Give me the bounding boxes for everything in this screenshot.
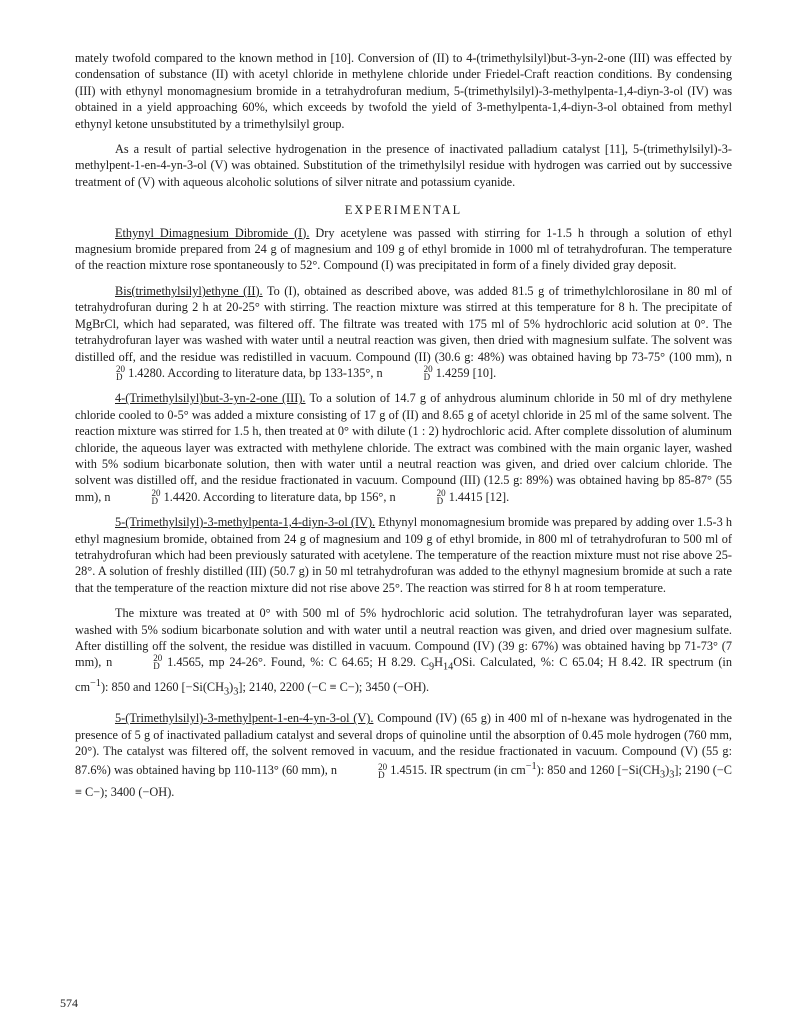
page-body <box>75 50 732 801</box>
paragraph-hydrogenation: As a result of partial selective hydrogenation in the presence of inactivated palladium catalyst [11], 5-(trimethylsilyl)-3-methylpent-1-en-4-yn-3-ol (V) was obtained. Substitution of the trimethylsilyl residue with hydrogen was carried out by successive treatment of (V) with aqueous alcoholic solutions of silver nitrate and potassium cyanide. <box>75 142 732 189</box>
compound-v-title: 5-(Trimethylsilyl)-3-methylpent-1-en-4-yn-3-ol (V). <box>115 711 374 726</box>
paragraph-compound-iv <box>75 514 732 596</box>
refractive-index-symbol: 20 D <box>423 363 433 382</box>
compound-ii-text-b: 1.4280. According to literature data, bp 133-135°, n <box>125 365 383 380</box>
paragraph-intro: mately twofold compared to the known method in [10]. Conversion of (II) to 4-(trimethylsilyl)but-3-yn-2-one (III) was effected by condensation of substance (II) with acetyl chloride in methylene chloride under Friedel-Craft reaction conditions. By condensing (III) with ethynyl monomagnesium bromide in a tetrahydrofuran medium, 5-(trimethylsilyl)-3-methylpenta-1,4-diyn-3-ol (IV) was obtained in a yield approaching 60%, which exceeds by twofold the yield of 3-methylpenta-1,4-diyn-3-ol obtained from methyl ethynyl ketone unsubstituted by a trimethylsilyl group. <box>75 51 732 131</box>
compound-iv-title: 5-(Trimethylsilyl)-3-methylpenta-1,4-diyn-3-ol (IV). <box>115 515 376 530</box>
paragraph-compound-v: 5-(Trimethylsilyl)-3-methylpent-1-en-4-yn-3-ol (V). Compound (IV) (65 g) in 400 ml of n-hexane was hydrogenated in the presence of 5 g of inactivated palladium catalyst and several drops of quinoline until the absorption of 0.45 mole hydrogen (760 mm, 20°). The catalyst was filtered off, the solvent removed in vacuum, and the residue fractionated in vacuum. Compound (V) (55 g: 87.6%) was obtained having bp 110-113° (60 mm), n 20 D 1.4515. IR spectrum (in $cm^{-1}$): 850 and 1260 $[-Si(CH_3)_3]$; 2190 (−C ≡ C−); 3400 (−OH). <box>75 711 732 800</box>
compound-iii-text-c: 1.4415 [12]. <box>445 489 510 504</box>
paragraph-compound-iii <box>75 390 732 505</box>
refractive-index-symbol: 20 D <box>151 487 161 506</box>
refractive-index-symbol: 20 D <box>153 653 163 672</box>
compound-iii-text-a: To a solution of 14.7 g of anhydrous aluminum chloride in 50 ml of dry methylene chloride cooled to 0-5° was added a mixture consisting of 17 g of (II) and 8.65 g of acetyl chloride in 25 ml of the same solvent. The reaction mixture was stirred for 1.5 h, then treated at 0° with dilute (1 : 2) hydrochloric acid. After complete dissolution of aluminum chloride, the aqueous layer was extracted with methylene chloride. The extract was combined with the main organic layer, washed with 5% sodium bicarbonate solution, then with water until a neutral reaction was given, and dried over calcium chloride. The solvent was distilled off, and the residue fractionated in vacuum. Compound (III) (12.5 g: 89%) was obtained having bp 85-87° (55 mm), n <box>75 391 732 504</box>
compound-iv-text: Ethynyl monomagnesium bromide was prepared by adding over 1.5-3 h ethyl magnesium bromide, obtained from 24 g of magnesium and 109 g of ethyl bromide, in 800 ml of tetrahydrofuran to 500 ml of tetrahydrofuran which had been previously saturated with acetylene. The temperature of the reaction mixture must not rise above 25-28°. A solution of freshly distilled (III) (50.7 g) in 50 ml tetrahydrofuran was added to the ethynyl magnesium bromide at such a rate that the temperature of the reaction mixture did not rise above 25°. The reaction was stirred for 8 h at room temperature. <box>75 515 732 595</box>
compound-ii-text-c: 1.4259 [10]. <box>432 365 497 380</box>
compound-iii-title: 4-(Trimethylsilyl)but-3-yn-2-one (III). <box>115 391 306 406</box>
refractive-index-symbol: 20 D <box>116 363 125 382</box>
section-heading-experimental: EXPERIMENTAL <box>344 203 463 218</box>
compound-ii-text-a: To (I), obtained as described above, was added 81.5 g of trimethylchlorosilane in 80 ml of tetrahydrofuran during 2 h at 20-25° with stirring. The reaction mixture was stirred at this temperature for 8 h. The precipitate of MgBrCl, which had separated, was filtered off. The filtrate was treated with 175 ml of 5% hydrochloric acid solution at 0°. The tetrahydrofuran layer was washed with water until a neutral reaction was given, then dried with magnesium sulfate. The solvent was distilled off, and the residue was redistilled in vacuum. Compound (II) (30.6 g: 48%) was obtained having bp 73-75° (100 mm), n <box>75 283 732 364</box>
page-number: 574 <box>60 996 78 1010</box>
refractive-index-symbol: 20 D <box>436 487 446 506</box>
compound-iii-text-b: 1.4420. According to literature data, bp 156°, n <box>160 489 396 504</box>
paragraph-compound-ii <box>75 283 732 381</box>
compound-ii-title: Bis(trimethylsilyl)ethyne (II). <box>115 283 263 298</box>
paragraph-compound-i <box>75 225 732 274</box>
paragraph-compound-iv-workup: The mixture was treated at 0° with 500 ml of 5% hydrochloric acid solution. The tetrahydrofuran layer was separated, washed with 5% sodium bicarbonate solution and with water until a neutral reaction was given, and dried over magnesium sulfate. After distilling off the solvent, the residue was distilled in vacuum. Compound (IV) (39 g: 67%) was obtained having bp 71-73° (7 mm), n 20 D 1.4565, mp 24-26°. Found, %: C 64.65; H 8.29. $C_9H_{14}OSi$. Calculated, %: C 65.04; H 8.42. IR spectrum (in $cm^{-1}$): 850 and 1260 $[-Si(CH_3)_3]$; 2140, 2200 (−C ≡ C−); 3450 (−OH). <box>75 606 732 698</box>
compound-i-text: Dry acetylene was passed with stirring for 1-1.5 h through a solution of ethyl magnesium bromide prepared from 24 g of magnesium and 109 g of ethyl bromide in 1000 ml of tetrahydrofuran. The temperature of the reaction mixture rose spontaneously to 52°. Compound (I) was precipitated in form of a finely divided gray deposit. <box>75 225 732 273</box>
compound-i-title: Ethynyl Dimagnesium Dibromide (I). <box>115 225 310 240</box>
refractive-index-symbol: 20 D <box>378 761 388 780</box>
